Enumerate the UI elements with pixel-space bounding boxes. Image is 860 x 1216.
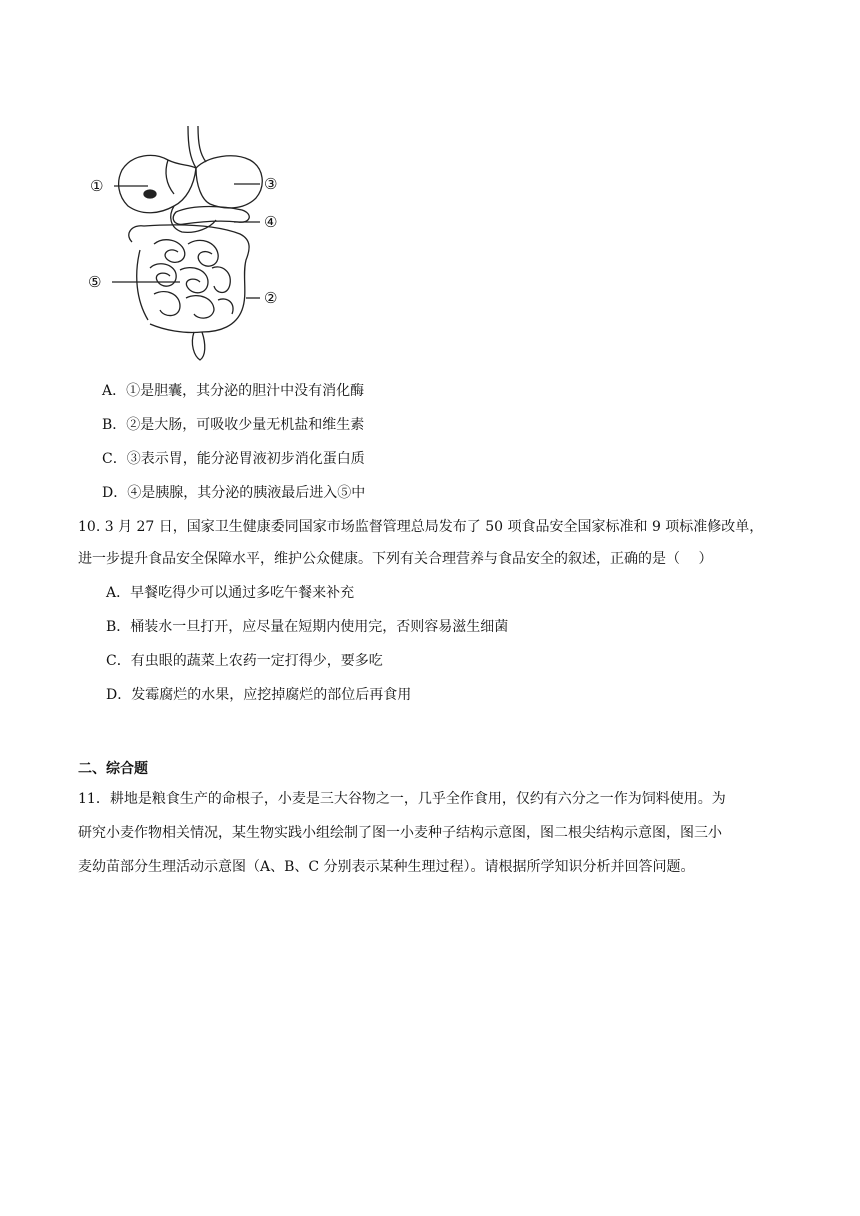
q10-option-a: A．早餐吃得少可以通过多吃午餐来补充 [106, 585, 355, 601]
label-2: ② [264, 289, 278, 307]
digestive-system-figure [84, 124, 294, 364]
label-5: ⑤ [88, 273, 102, 291]
label-4: ④ [264, 213, 278, 231]
q10-stem-line1: 10. 3 月 27 日，国家卫生健康委同国家市场监督管理总局发布了 50 项食品安全国家标准和 9 项标准修改单， [78, 519, 764, 535]
stomach-shape [196, 156, 262, 208]
q11-line3: 麦幼苗部分生理活动示意图（A、B、C 分别表示某种生理过程）。请根据所学知识分析并回答问题。 [78, 859, 695, 875]
q9-option-c: C．③表示胃，能分泌胃液初步消化蛋白质 [102, 451, 365, 467]
gallbladder-shape [144, 190, 156, 198]
q10-option-d: D．发霉腐烂的水果，应挖掉腐烂的部位后再食用 [106, 687, 412, 703]
q10-stem-line2: 进一步提升食品安全保障水平，维护公众健康。下列有关合理营养与食品安全的叙述，正确的是（ ） [78, 551, 713, 567]
q10-option-b: B．桶装水一旦打开，应尽量在短期内使用完，否则容易滋生细菌 [106, 619, 509, 635]
q9-option-a: A．①是胆囊，其分泌的胆汁中没有消化酶 [102, 383, 365, 399]
q9-option-d: D．④是胰腺，其分泌的胰液最后进入⑤中 [102, 485, 366, 501]
large-intestine-shape [129, 225, 249, 333]
label-3: ③ [264, 175, 278, 193]
q11-line1: 11．耕地是粮食生产的命根子，小麦是三大谷物之一，几乎全作食用，仅约有六分之一作为饲料使用。为 [78, 791, 726, 807]
section-heading: 二、综合题 [78, 761, 148, 777]
q9-option-b: B．②是大肠，可吸收少量无机盐和维生素 [102, 417, 365, 433]
small-intestine-shape [150, 240, 233, 318]
q10-option-c: C．有虫眼的蔬菜上农药一定打得少，要多吃 [106, 653, 383, 669]
label-1: ① [90, 177, 104, 195]
liver-shape [119, 155, 196, 212]
q11-line2: 研究小麦作物相关情况，某生物实践小组绘制了图一小麦种子结构示意图，图二根尖结构示意图，图三小 [78, 825, 722, 841]
